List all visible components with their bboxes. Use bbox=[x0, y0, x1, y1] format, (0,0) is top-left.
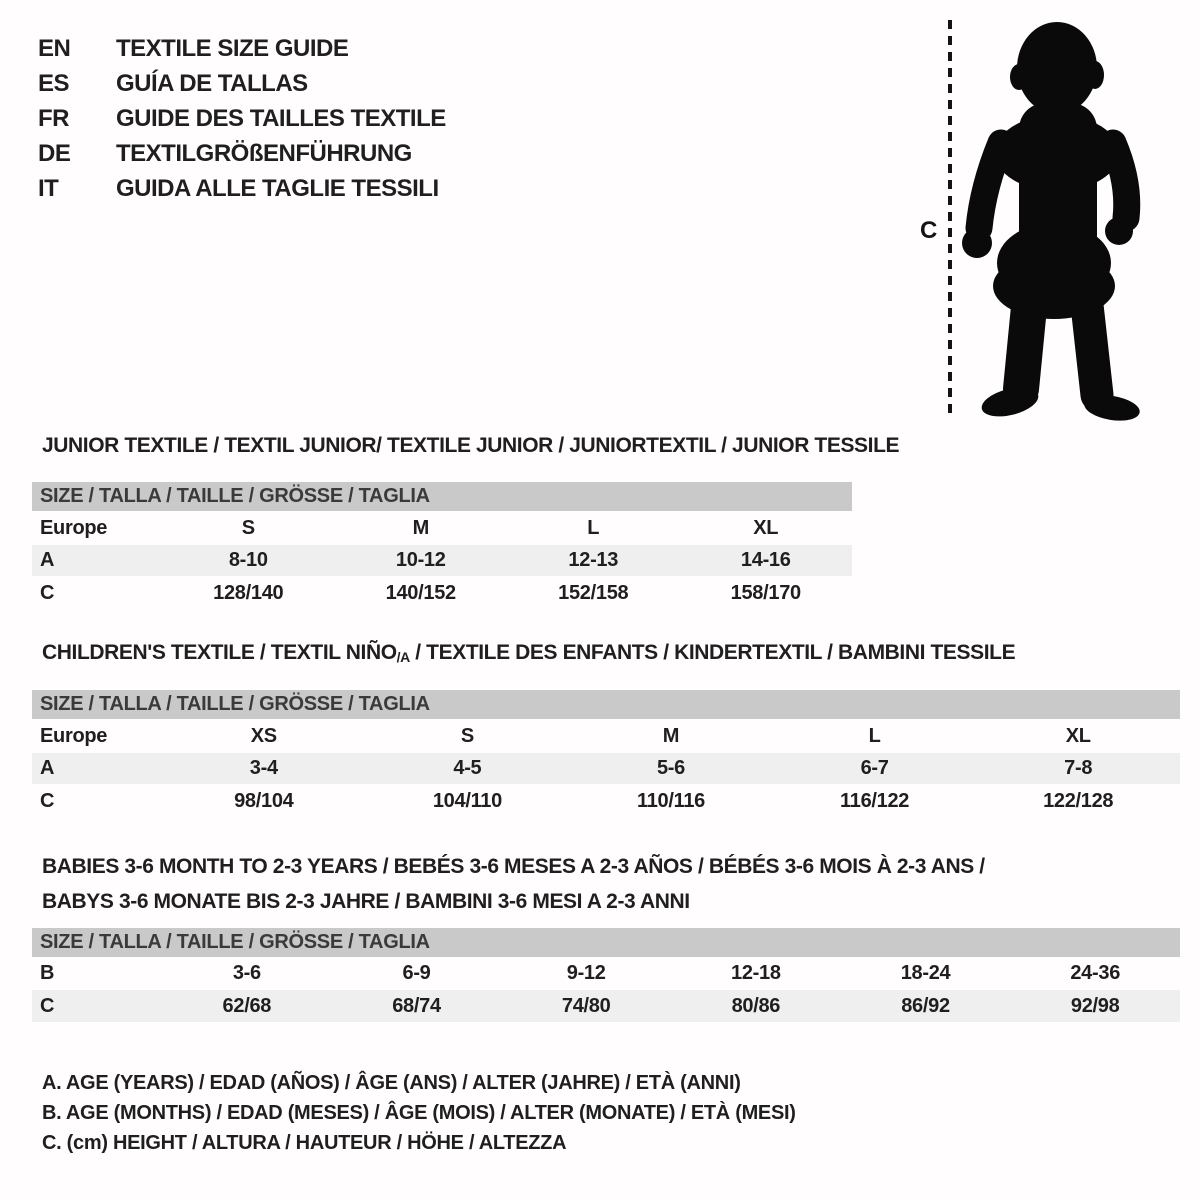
table-row bbox=[32, 784, 1180, 818]
language-title: GUIDE DES TAILLES TEXTILE bbox=[116, 104, 446, 132]
size-cell: 128/140 bbox=[213, 581, 284, 604]
size-cell: 12-18 bbox=[731, 962, 781, 984]
junior-size-table bbox=[32, 482, 852, 610]
size-cell: 8-10 bbox=[228, 549, 268, 571]
size-cell: XS bbox=[250, 724, 277, 747]
size-cell: 158/170 bbox=[730, 581, 801, 604]
size-cell: 6-7 bbox=[860, 757, 889, 779]
size-cell: L bbox=[868, 724, 881, 747]
language-title-list bbox=[38, 31, 446, 206]
children-heading-post: / TEXTILE DES ENFANTS / KINDERTEXTIL / BAMBINI TESSILE bbox=[409, 641, 1016, 664]
size-cell: XL bbox=[1065, 724, 1091, 747]
size-cell: L bbox=[587, 516, 600, 539]
size-cell: XL bbox=[753, 516, 779, 539]
size-cell: 98/104 bbox=[234, 789, 294, 812]
size-cell: 86/92 bbox=[901, 994, 950, 1017]
size-cell: 18-24 bbox=[900, 962, 951, 984]
row-label: C bbox=[40, 789, 55, 812]
children-heading-pre: CHILDREN'S TEXTILE / TEXTIL NIÑO bbox=[42, 641, 397, 664]
table-row bbox=[32, 957, 1180, 990]
babies-heading-line1: BABIES 3-6 MONTH TO 2-3 YEARS / BEBÉS 3-6 MESES A 2-3 AÑOS / BÉBÉS 3-6 MOIS À 2-3 ANS / bbox=[42, 855, 985, 878]
size-cell: S bbox=[241, 516, 255, 539]
size-cell: 152/158 bbox=[558, 581, 629, 604]
language-title: GUÍA DE TALLAS bbox=[116, 69, 308, 97]
language-row bbox=[38, 31, 446, 66]
children-heading-sub: /A bbox=[396, 649, 410, 665]
row-label: Europe bbox=[40, 724, 108, 747]
size-cell: 122/128 bbox=[1043, 789, 1114, 812]
size-cell: 14-16 bbox=[740, 549, 791, 571]
table-row bbox=[32, 576, 852, 610]
size-header-bar: SIZE / TALLA / TAILLE / GRÖSSE / TAGLIA bbox=[32, 482, 852, 511]
language-row bbox=[38, 66, 446, 101]
measure-label-c: C bbox=[920, 217, 938, 244]
language-code: FR bbox=[38, 104, 69, 132]
babies-section-heading bbox=[42, 849, 985, 919]
size-cell: 92/98 bbox=[1070, 994, 1120, 1017]
size-cell: 9-12 bbox=[566, 962, 606, 984]
language-code: DE bbox=[38, 139, 71, 167]
language-title: TEXTILE SIZE GUIDE bbox=[116, 34, 349, 62]
row-label: A bbox=[40, 757, 55, 779]
language-title: GUIDA ALLE TAGLIE TESSILI bbox=[116, 174, 439, 202]
toddler-silhouette-figure bbox=[900, 15, 1150, 425]
language-code: EN bbox=[38, 34, 71, 62]
language-row bbox=[38, 136, 446, 171]
size-header-bar: SIZE / TALLA / TAILLE / GRÖSSE / TAGLIA bbox=[32, 928, 1180, 957]
size-cell: 110/116 bbox=[636, 789, 705, 812]
size-cell: 3-4 bbox=[249, 757, 278, 779]
size-cell: 4-5 bbox=[453, 757, 482, 779]
size-cell: M bbox=[662, 724, 680, 747]
row-label: B bbox=[40, 962, 55, 984]
measurement-legend bbox=[42, 1068, 796, 1158]
size-cell: M bbox=[412, 516, 429, 539]
legend-line-c: C. (cm) HEIGHT / ALTURA / HAUTEUR / HÖHE / ALTEZZA bbox=[42, 1131, 567, 1154]
table-row bbox=[32, 511, 852, 545]
size-cell: 6-9 bbox=[402, 962, 431, 984]
toddler-silhouette-icon bbox=[962, 22, 1142, 424]
size-cell: 74/80 bbox=[561, 994, 611, 1017]
children-size-table bbox=[32, 690, 1180, 818]
language-title: TEXTILGRÖßENFÜHRUNG bbox=[116, 139, 412, 167]
table-row bbox=[32, 990, 1180, 1022]
size-cell: 7-8 bbox=[1064, 757, 1093, 779]
size-header-bar: SIZE / TALLA / TAILLE / GRÖSSE / TAGLIA bbox=[32, 690, 1180, 719]
size-cell: 62/68 bbox=[222, 994, 272, 1017]
row-label: C bbox=[40, 581, 55, 604]
legend-line-a: A. AGE (YEARS) / EDAD (AÑOS) / ÂGE (ANS) / ALTER (JAHRE) / ETÀ (ANNI) bbox=[42, 1071, 741, 1094]
size-cell: 3-6 bbox=[232, 962, 261, 984]
children-section-heading bbox=[42, 641, 1015, 665]
size-cell: 12-13 bbox=[568, 549, 619, 571]
babies-heading-line2: BABYS 3-6 MONATE BIS 2-3 JAHRE / BAMBINI 3-6 MESI A 2-3 ANNI bbox=[42, 890, 690, 913]
size-cell: 116/122 bbox=[840, 789, 910, 812]
size-cell: 5-6 bbox=[656, 757, 685, 779]
language-code: IT bbox=[38, 174, 59, 202]
size-cell: 104/110 bbox=[432, 789, 502, 812]
row-label: C bbox=[40, 994, 55, 1017]
legend-line-b: B. AGE (MONTHS) / EDAD (MESES) / ÂGE (MOIS) / ALTER (MONATE) / ETÀ (MESI) bbox=[42, 1101, 796, 1124]
size-cell: 10-12 bbox=[395, 549, 446, 571]
row-label: Europe bbox=[40, 516, 108, 539]
row-label: A bbox=[40, 549, 55, 571]
size-cell: 68/74 bbox=[392, 994, 441, 1017]
table-row bbox=[32, 719, 1180, 753]
table-row bbox=[32, 545, 852, 576]
size-cell: 80/86 bbox=[731, 994, 781, 1017]
language-code: ES bbox=[38, 69, 70, 97]
size-cell: 24-36 bbox=[1070, 962, 1121, 984]
table-row bbox=[32, 753, 1180, 784]
size-cell: S bbox=[460, 724, 474, 747]
junior-section-heading: JUNIOR TEXTILE / TEXTIL JUNIOR/ TEXTILE JUNIOR / JUNIORTEXTIL / JUNIOR TESSILE bbox=[42, 434, 900, 457]
language-row bbox=[38, 101, 446, 136]
size-cell: 140/152 bbox=[385, 581, 456, 604]
babies-size-table bbox=[32, 928, 1180, 1022]
language-row bbox=[38, 171, 446, 206]
